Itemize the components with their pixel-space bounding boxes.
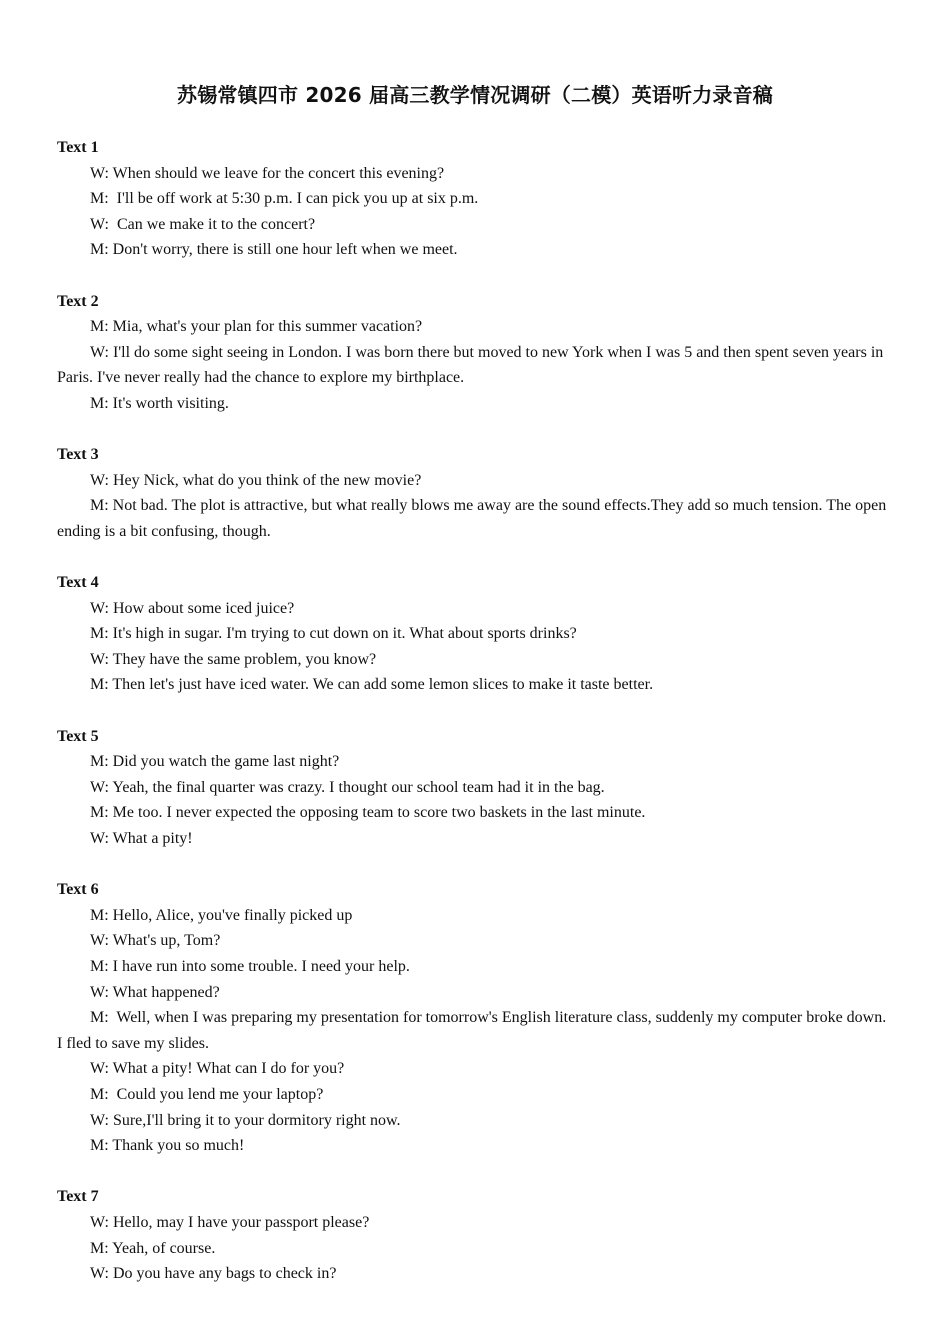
dialogue-line: M: Me too. I never expected the opposing team to score two baskets in the last minute. bbox=[90, 804, 646, 822]
dialogue-line: M: Don't worry, there is still one hour left when we meet. bbox=[90, 241, 458, 259]
dialogue-line: W: Hello, may I have your passport please? bbox=[90, 1213, 370, 1231]
transcript-body bbox=[57, 135, 893, 1287]
dialogue-line: W: Yeah, the final quarter was crazy. I thought our school team had it in the bag. bbox=[90, 778, 605, 796]
section-text-6 bbox=[57, 877, 893, 1159]
section-text-4 bbox=[57, 570, 893, 698]
section-text-3 bbox=[57, 442, 893, 544]
dialogue-line: M: Then let's just have iced water. We can add some lemon slices to make it taste better. bbox=[90, 676, 654, 694]
dialogue-line: W: Do you have any bags to check in? bbox=[90, 1265, 337, 1283]
dialogue-line: M: Well, when I was preparing my presentation for tomorrow's English literature class, suddenly my computer broke down. I fled to save my slides. bbox=[57, 1009, 891, 1052]
section-heading: Text 6 bbox=[57, 881, 99, 899]
dialogue-line: W: When should we leave for the concert this evening? bbox=[90, 164, 445, 182]
section-text-7 bbox=[57, 1184, 893, 1286]
section-heading: Text 5 bbox=[57, 727, 99, 745]
document-title: 苏锡常镇四市 2026 届高三教学情况调研（二模）英语听力录音稿 bbox=[177, 83, 773, 107]
section-heading: Text 7 bbox=[57, 1188, 99, 1206]
section-text-2 bbox=[57, 289, 893, 417]
dialogue-line: W: They have the same problem, you know? bbox=[90, 650, 377, 668]
section-text-5 bbox=[57, 724, 893, 852]
dialogue-line: M: It's high in sugar. I'm trying to cut down on it. What about sports drinks? bbox=[90, 625, 577, 643]
dialogue-line: W: I'll do some sight seeing in London. I was born there but moved to new York when I was 5 and then spent seven years in Paris. I've never really had the chance to explore my birthplace. bbox=[57, 343, 888, 387]
dialogue-line: M: It's worth visiting. bbox=[90, 394, 229, 412]
dialogue-line: W: What a pity! What can I do for you? bbox=[90, 1060, 345, 1078]
dialogue-line: W: What happened? bbox=[90, 983, 220, 1001]
section-text-1 bbox=[57, 135, 893, 263]
dialogue-line: W: What's up, Tom? bbox=[90, 932, 221, 950]
section-heading: Text 3 bbox=[57, 446, 99, 464]
section-heading: Text 4 bbox=[57, 574, 99, 592]
dialogue-line: W: How about some iced juice? bbox=[90, 599, 295, 617]
dialogue-line: W: What a pity! bbox=[90, 830, 193, 848]
dialogue-line: W: Sure,I'll bring it to your dormitory right now. bbox=[90, 1111, 401, 1129]
dialogue-line: M: Yeah, of course. bbox=[90, 1239, 216, 1257]
dialogue-line: M: Hello, Alice, you've finally picked up bbox=[90, 906, 353, 924]
section-heading: Text 2 bbox=[57, 292, 99, 310]
dialogue-line: M: I'll be off work at 5:30 p.m. I can pick you up at six p.m. bbox=[90, 190, 479, 208]
dialogue-line: M: Thank you so much! bbox=[90, 1137, 245, 1155]
dialogue-line: M: Not bad. The plot is attractive, but what really blows me away are the sound effects.They add so much tension. The open ending is a bit confusing, though. bbox=[57, 497, 891, 540]
dialogue-line: W: Can we make it to the concert? bbox=[90, 215, 316, 233]
section-heading: Text 1 bbox=[57, 139, 99, 156]
dialogue-line: M: Did you watch the game last night? bbox=[90, 753, 340, 771]
dialogue-line: M: Could you lend me your laptop? bbox=[90, 1085, 324, 1103]
dialogue-line: M: Mia, what's your plan for this summer vacation? bbox=[90, 318, 423, 336]
dialogue-line: M: I have run into some trouble. I need your help. bbox=[90, 958, 410, 975]
dialogue-line: W: Hey Nick, what do you think of the new movie? bbox=[90, 471, 422, 489]
